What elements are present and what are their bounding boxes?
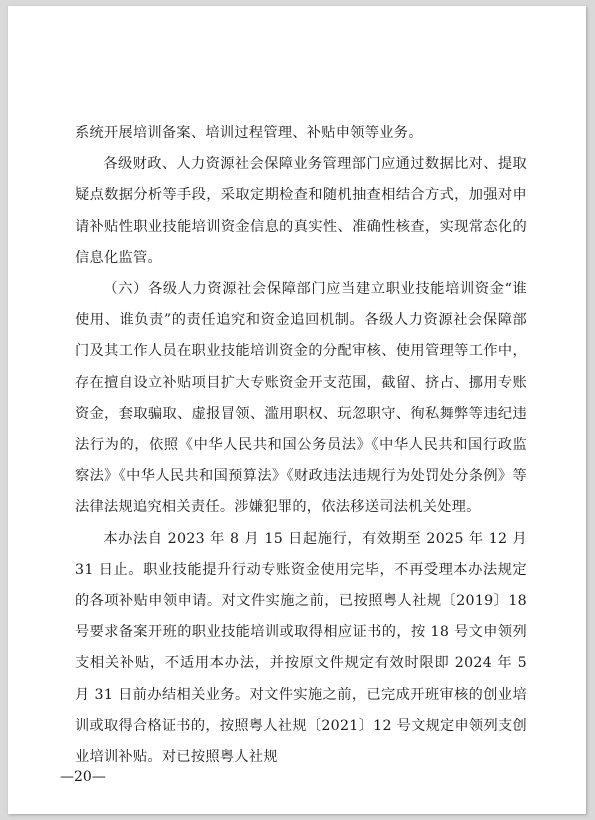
paragraph-3: （六）各级人力资源社会保障部门应当建立职业技能培训资金“谁使用、谁负责”的责任追究和资金追回机制。各级人力资源社会保障部门及其工作人员在职业技能培训资金的分配审核、使用管理等工作中，存在擅自设立补贴项目扩大专账资金开支范围，截留、挤占、挪用专账资金，套取骗取、虚报冒领、滥用职权、玩忽职守、徇私舞弊等违纪违法行为的，依照《中华人民共和国公务员法》《中华人民共和国行政监察法》《中华人民共和国预算法》《财政违法违规行为处罚处分条例》等法律法规追究相关责任。涉嫌犯罪的，依法移送司法机关处理。: [75, 281, 527, 516]
paragraph-1: 系统开展培训备案、培训过程管理、补贴申领等业务。: [75, 125, 423, 141]
document-page: [8, 6, 586, 814]
document-body: [75, 118, 527, 773]
page-number: —20—: [60, 769, 106, 785]
paragraph-4: 本办法自 2023 年 8 月 15 日起施行，有效期至 2025 年 12 月 31 日止。职业技能提升行动专账资金使用完毕，不再受理本办法规定的各项补贴申领申请。对文件实施之前，已按照粤人社规〔2019〕18 号要求备案开班的职业技能培训或取得相应证书的，按 18 号文申领列支相关补贴，不适用本办法，并按原文件规定有效时限即 2024 年 5 月 31 日前办结相关业务。对文件实施之前，已完成开班审核的创业培训或取得合格证书的，按照粤人社规〔2021〕12 号文规定申领列支创业培训补贴。对已按照粤人社规: [75, 530, 527, 766]
paragraph-2: 各级财政、人力资源社会保障业务管理部门应通过数据比对、提取疑点数据分析等手段，采取定期检查和随机抽查相结合方式，加强对申请补贴性职业技能培训资金信息的真实性、准确性核查，实现常态化的信息化监管。: [75, 156, 527, 266]
